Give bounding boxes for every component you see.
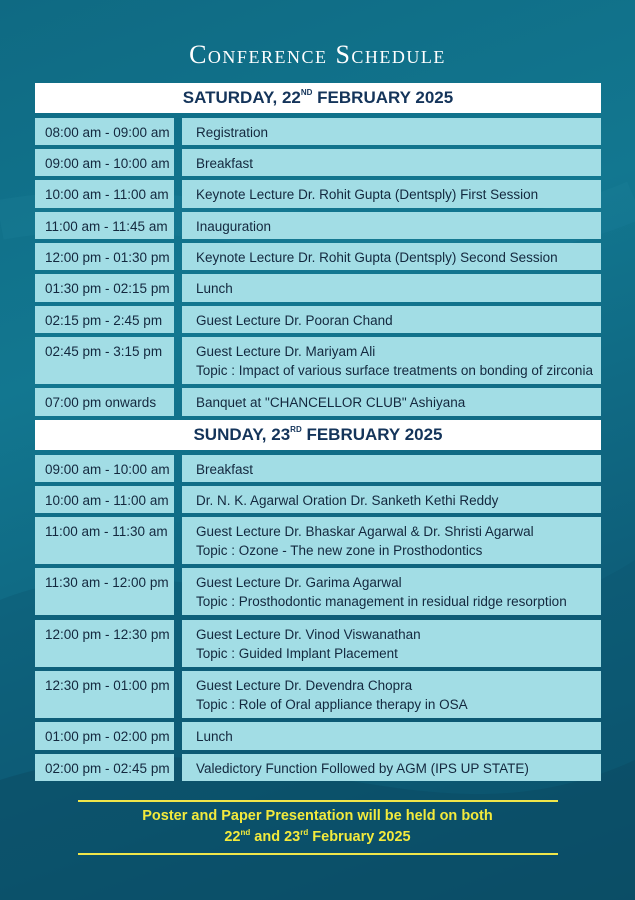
description-cell (182, 118, 601, 145)
description-line-2: Topic : Ozone - The new zone in Prosthodontics (196, 543, 483, 558)
time-cell: 09:00 am - 10:00 am (35, 455, 174, 482)
footer-day-1-sup: nd (240, 828, 251, 837)
saturday-row (35, 243, 601, 270)
description-cell (182, 517, 601, 564)
description-line-1: Valedictory Function Followed by AGM (IPS UP STATE) (196, 761, 529, 776)
footer-day-2-sup: rd (300, 828, 309, 837)
description-line-1: Lunch (196, 729, 233, 744)
description-line-1: Guest Lecture Dr. Vinod Viswanathan (196, 627, 421, 642)
time-cell: 10:00 am - 11:00 am (35, 180, 174, 208)
sunday-header (35, 420, 601, 450)
footer-rule-top (78, 800, 558, 802)
time-cell: 01:00 pm - 02:00 pm (35, 722, 174, 750)
time-cell: 12:30 pm - 01:00 pm (35, 671, 174, 718)
description-line-1: Guest Lecture Dr. Mariyam Ali (196, 344, 376, 359)
saturday-row (35, 149, 601, 176)
time-cell: 12:00 pm - 12:30 pm (35, 620, 174, 667)
description-cell (182, 722, 601, 750)
footer-and: and 23 (250, 829, 301, 845)
saturday-row (35, 306, 601, 333)
description-line-1: Keynote Lecture Dr. Rohit Gupta (Dentsply) First Session (196, 187, 539, 202)
time-cell: 07:00 pm onwards (35, 388, 174, 416)
sunday-row (35, 671, 601, 718)
sunday-label-pre: SUNDAY, 23 (193, 425, 291, 444)
description-line-1: Lunch (196, 281, 233, 296)
description-line-1: Keynote Lecture Dr. Rohit Gupta (Dentsply) Second Session (196, 250, 558, 265)
description-line-1: Guest Lecture Dr. Pooran Chand (196, 313, 393, 328)
saturday-row (35, 274, 601, 302)
description-cell (182, 243, 601, 270)
saturday-row (35, 388, 601, 416)
sunday-row (35, 517, 601, 564)
saturday-header (35, 83, 601, 113)
footer-line-2 (0, 827, 635, 848)
description-line-1: Breakfast (196, 462, 254, 477)
saturday-row (35, 212, 601, 239)
description-line-1: Dr. N. K. Agarwal Oration Dr. Sanketh Kethi Reddy (196, 493, 499, 508)
description-cell (182, 754, 601, 781)
saturday-label-pre: SATURDAY, 22 (182, 88, 301, 107)
footer-rule-bottom (78, 853, 558, 855)
description-line-2: Topic : Role of Oral appliance therapy in OSA (196, 697, 468, 712)
time-cell: 11:30 am - 12:00 pm (35, 568, 174, 615)
description-cell (182, 337, 601, 384)
time-cell: 02:15 pm - 2:45 pm (35, 306, 174, 333)
time-cell: 02:45 pm - 3:15 pm (35, 337, 174, 384)
description-cell (182, 568, 601, 615)
time-cell: 01:30 pm - 02:15 pm (35, 274, 174, 302)
description-line-1: Guest Lecture Dr. Devendra Chopra (196, 678, 413, 693)
saturday-row (35, 337, 601, 384)
saturday-label-sup: ND (300, 88, 313, 97)
description-cell (182, 180, 601, 208)
sunday-label-post: FEBRUARY 2025 (301, 425, 443, 444)
time-cell: 11:00 am - 11:30 am (35, 517, 174, 564)
description-cell (182, 274, 601, 302)
description-line-1: Banquet at "CHANCELLOR CLUB" Ashiyana (196, 395, 466, 410)
description-line-1: Guest Lecture Dr. Bhaskar Agarwal & Dr. Shristi Agarwal (196, 524, 534, 539)
description-cell (182, 149, 601, 176)
time-cell: 12:00 pm - 01:30 pm (35, 243, 174, 270)
time-cell: 09:00 am - 10:00 am (35, 149, 174, 176)
description-cell (182, 486, 601, 513)
description-cell (182, 306, 601, 333)
saturday-label-post: FEBRUARY 2025 (312, 88, 454, 107)
sunday-row (35, 754, 601, 781)
saturday-row (35, 118, 601, 145)
description-line-1: Breakfast (196, 156, 254, 171)
description-line-1: Guest Lecture Dr. Garima Agarwal (196, 575, 402, 590)
sunday-row (35, 620, 601, 667)
description-line-2: Topic : Impact of various surface treatments on bonding of zirconia (196, 363, 593, 378)
description-line-1: Inauguration (196, 219, 272, 234)
footer-day-1: 22 (224, 829, 241, 845)
description-cell (182, 212, 601, 239)
page-title: Conference Schedule (189, 40, 446, 69)
saturday-row (35, 180, 601, 208)
description-line-2: Topic : Prosthodontic management in residual ridge resorption (196, 594, 567, 609)
time-cell: 10:00 am - 11:00 am (35, 486, 174, 513)
description-cell (182, 388, 601, 416)
footer-tail: February 2025 (308, 829, 411, 845)
sunday-row (35, 486, 601, 513)
time-cell: 08:00 am - 09:00 am (35, 118, 174, 145)
sunday-row (35, 455, 601, 482)
footer-note (0, 806, 635, 848)
sunday-row (35, 568, 601, 615)
description-cell (182, 671, 601, 718)
description-line-2: Topic : Guided Implant Placement (196, 646, 398, 661)
description-line-1: Registration (196, 125, 269, 140)
time-cell: 02:00 pm - 02:45 pm (35, 754, 174, 781)
description-cell (182, 620, 601, 667)
description-cell (182, 455, 601, 482)
time-cell: 11:00 am - 11:45 am (35, 212, 174, 239)
footer-line-1: Poster and Paper Presentation will be held on both (142, 808, 493, 824)
sunday-label-sup: RD (290, 425, 302, 434)
sunday-row (35, 722, 601, 750)
